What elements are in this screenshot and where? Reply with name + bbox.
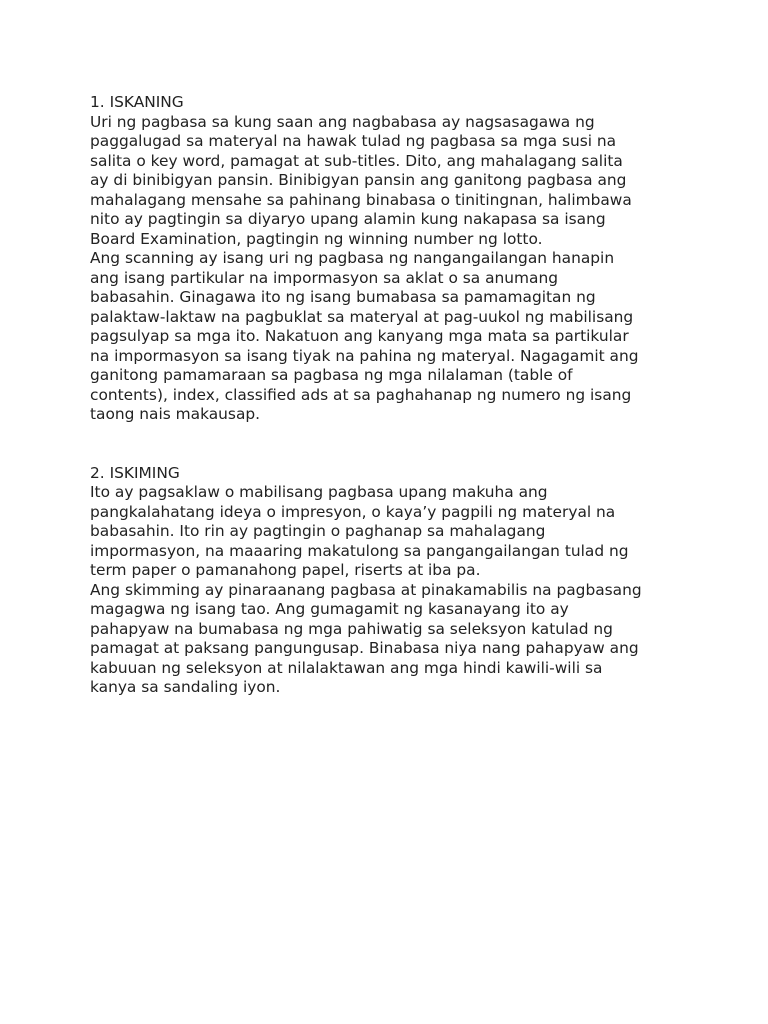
text-line: palaktaw-laktaw na pagbuklat sa materyal at pag-uukol ng mabilisang — [90, 307, 634, 326]
text-line: magagwa ng isang tao. Ang gumagamit ng kasanayang ito ay — [90, 600, 569, 618]
text-line: babasahin. Ito rin ay pagtingin o paghanap sa mahalagang — [90, 522, 546, 540]
text-line: Ang scanning ay isang uri ng pagbasa ng nangangailangan hanapin — [90, 249, 615, 267]
text-line: babasahin. Ginagawa ito ng isang bumabasa sa pamamagitan ng — [90, 288, 596, 306]
text-line: paggalugad sa materyal na hawak tulad ng pagbasa sa mga susi na — [90, 132, 617, 150]
section-iskiming — [90, 464, 690, 698]
text-line: impormasyon, na maaaring makatulong sa pangangailangan tulad ng — [90, 541, 629, 560]
text-line: pagsulyap sa mga ito. Nakatuon ang kanyang mga mata sa partikular — [90, 327, 629, 345]
text-line: taong nais makausap. — [90, 405, 261, 423]
text-line: Uri ng pagbasa sa kung saan ang nagbabasa ay nagsasagawa ng — [90, 112, 595, 131]
text-line: salita o key word, pamagat at sub-titles. Dito, ang mahalagang salita — [90, 151, 623, 170]
text-line: term paper o pamanahong papel, riserts at iba pa. — [90, 561, 481, 579]
section-spacer — [90, 425, 690, 464]
text-line: pahapyaw na bumabasa ng mga pahiwatig sa seleksyon katulad ng — [90, 619, 613, 638]
text-line: ganitong pamamaraan sa pagbasa ng mga nilalaman (table of — [90, 366, 573, 384]
text-line: Board Examination, pagtingin ng winning number ng lotto. — [90, 229, 543, 248]
section-heading: 2. ISKIMING — [90, 463, 180, 482]
text-line: Ang skimming ay pinaraanang pagbasa at pinakamabilis na pagbasang — [90, 580, 642, 599]
text-line: na impormasyon sa isang tiyak na pahina ng materyal. Nagagamit ang — [90, 346, 639, 365]
text-line: nito ay pagtingin sa diyaryo upang alamin kung nakapasa sa isang — [90, 210, 606, 228]
text-line: contents), index, classified ads at sa paghahanap ng numero ng isang — [90, 385, 632, 404]
text-line: ay di binibigyan pansin. Binibigyan pansin ang ganitong pagbasa ang — [90, 171, 627, 189]
document-body — [90, 93, 690, 698]
text-line: pangkalahatang ideya o impresyon, o kaya’y pagpili ng materyal na — [90, 502, 616, 521]
text-line: ang isang partikular na impormasyon sa aklat o sa anumang — [90, 268, 559, 287]
text-line: mahalagang mensahe sa pahinang binabasa o tinitingnan, halimbawa — [90, 190, 632, 209]
text-line: kanya sa sandaling iyon. — [90, 678, 281, 696]
text-line: kabuuan ng seleksyon at nilalaktawan ang mga hindi kawili-wili sa — [90, 658, 603, 677]
section-iskaning — [90, 93, 690, 425]
section-heading: 1. ISKANING — [90, 93, 184, 111]
text-line: pamagat at paksang pangungusap. Binabasa niya nang pahapyaw ang — [90, 639, 639, 657]
text-line: Ito ay pagsaklaw o mabilisang pagbasa upang makuha ang — [90, 483, 548, 501]
